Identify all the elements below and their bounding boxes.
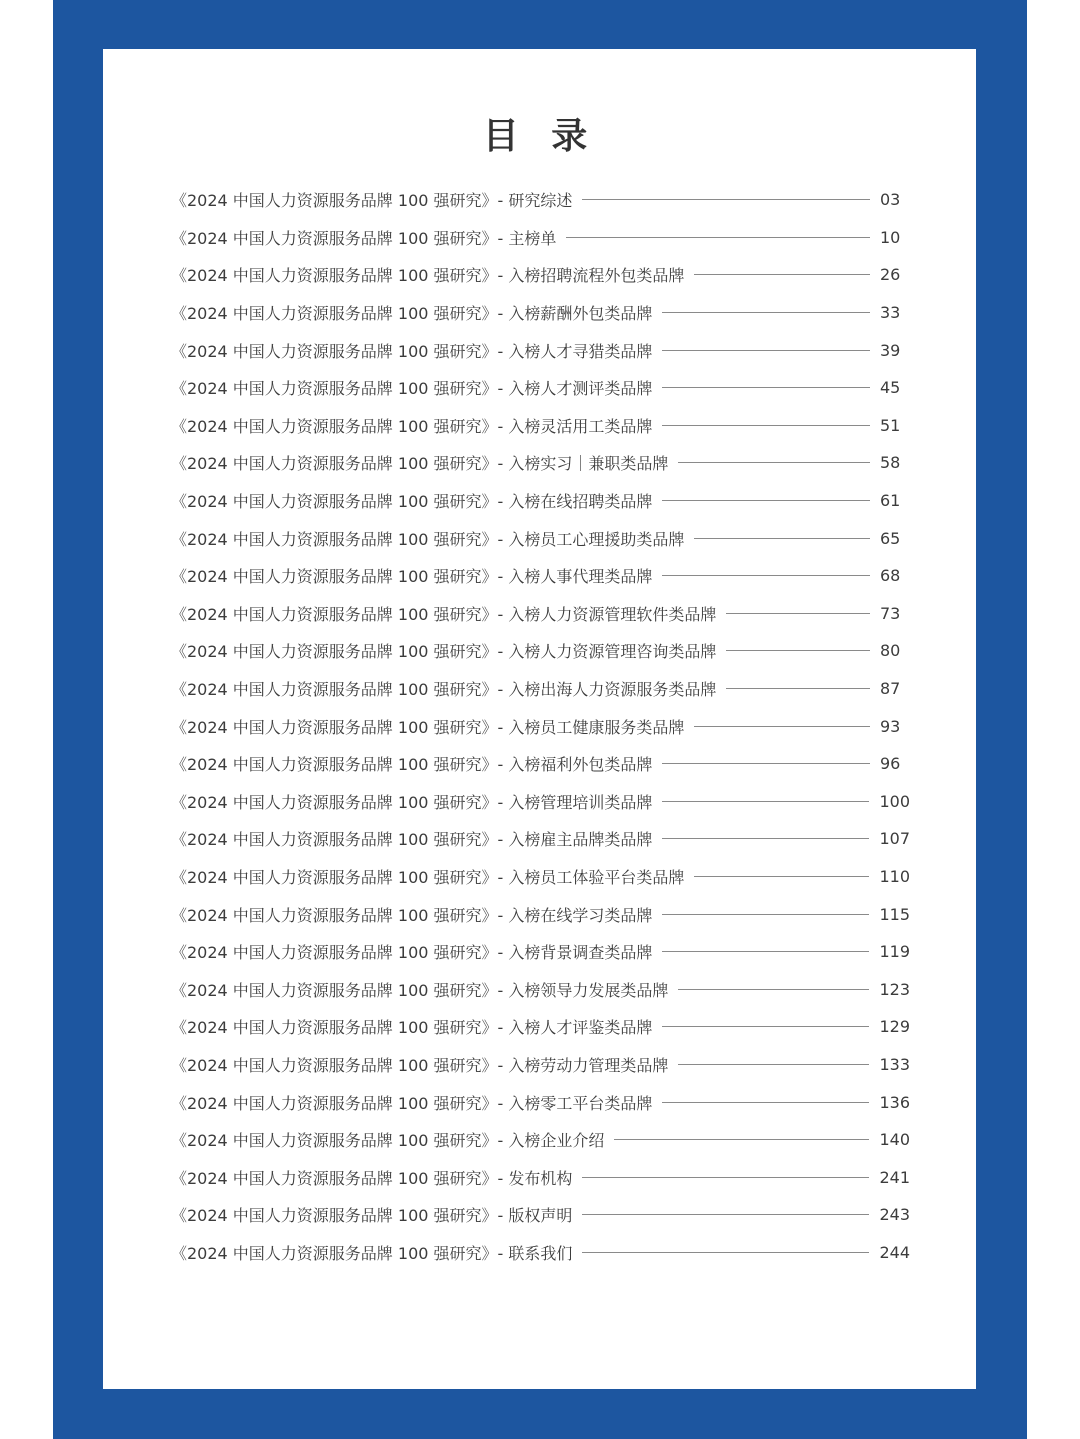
toc-leader-line: [614, 1139, 869, 1140]
toc-entry-label: 《2024 中国人力资源服务品牌 100 强研究》- 入榜人才测评类品牌: [171, 379, 653, 399]
toc-entry-page-number: 107: [879, 829, 910, 849]
toc-entry-label: 《2024 中国人力资源服务品牌 100 强研究》- 入榜人力资源管理咨询类品牌: [171, 642, 717, 662]
toc-entry-label: 《2024 中国人力资源服务品牌 100 强研究》- 入榜招聘流程外包类品牌: [171, 266, 685, 286]
toc-entry-page-number: 65: [880, 528, 901, 548]
toc-entry-page-number: 03: [880, 190, 901, 210]
toc-entry[interactable]: [171, 745, 910, 783]
toc-entry[interactable]: [171, 256, 910, 294]
toc-leader-line: [662, 312, 870, 313]
toc-leader-line: [662, 387, 870, 388]
toc-entry-page-number: 133: [879, 1054, 910, 1074]
toc-entry[interactable]: [171, 407, 910, 445]
toc-entry-label: 《2024 中国人力资源服务品牌 100 强研究》- 入榜实习｜兼职类品牌: [171, 454, 669, 474]
toc-leader-line: [662, 763, 870, 764]
table-of-contents: [171, 181, 910, 1271]
toc-entry-page-number: 96: [880, 754, 901, 774]
toc-entry-label: 《2024 中国人力资源服务品牌 100 强研究》- 入榜人力资源管理软件类品牌: [171, 604, 717, 624]
page-title: 目 录: [482, 116, 598, 157]
toc-entry-page-number: 140: [879, 1130, 910, 1150]
toc-entry[interactable]: [171, 519, 910, 557]
toc-leader-line: [678, 1064, 869, 1065]
toc-entry-page-number: 243: [879, 1205, 910, 1225]
toc-entry-page-number: 87: [880, 679, 901, 699]
toc-leader-line: [662, 951, 869, 952]
toc-entry-page-number: 45: [880, 378, 901, 398]
toc-entry-page-number: 241: [879, 1167, 910, 1187]
toc-leader-line: [582, 1252, 869, 1253]
toc-entry-page-number: 110: [879, 866, 910, 886]
toc-entry-page-number: 26: [880, 265, 901, 285]
toc-entry-page-number: 73: [880, 603, 901, 623]
toc-entry-page-number: 136: [879, 1092, 910, 1112]
toc-entry[interactable]: [171, 1196, 910, 1234]
toc-entry-label: 《2024 中国人力资源服务品牌 100 强研究》- 入榜人才评鉴类品牌: [171, 1018, 653, 1038]
toc-entry-page-number: 115: [879, 904, 910, 924]
toc-leader-line: [662, 575, 870, 576]
toc-entry[interactable]: [171, 670, 910, 708]
toc-entry[interactable]: [171, 1083, 910, 1121]
toc-entry-label: 《2024 中国人力资源服务品牌 100 强研究》- 研究综述: [171, 191, 573, 211]
toc-entry-label: 《2024 中国人力资源服务品牌 100 强研究》- 入榜薪酬外包类品牌: [171, 304, 653, 324]
toc-leader-line: [662, 914, 869, 915]
toc-leader-line: [694, 726, 870, 727]
toc-entry-page-number: 58: [880, 453, 901, 473]
toc-entry[interactable]: [171, 444, 910, 482]
toc-entry-label: 《2024 中国人力资源服务品牌 100 强研究》- 版权声明: [171, 1206, 573, 1226]
toc-leader-line: [662, 500, 870, 501]
toc-entry-page-number: 61: [880, 491, 901, 511]
toc-entry-label: 《2024 中国人力资源服务品牌 100 强研究》- 主榜单: [171, 228, 557, 248]
toc-leader-line: [662, 425, 870, 426]
toc-leader-line: [694, 538, 870, 539]
toc-entry[interactable]: [171, 970, 910, 1008]
toc-leader-line: [694, 876, 869, 877]
toc-entry[interactable]: [171, 1046, 910, 1084]
toc-entry-label: 《2024 中国人力资源服务品牌 100 强研究》- 入榜员工心理援助类品牌: [171, 529, 685, 549]
toc-entry-label: 《2024 中国人力资源服务品牌 100 强研究》- 入榜管理培训类品牌: [171, 792, 653, 812]
toc-entry[interactable]: [171, 1008, 910, 1046]
toc-leader-line: [662, 801, 869, 802]
toc-entry-label: 《2024 中国人力资源服务品牌 100 强研究》- 入榜员工健康服务类品牌: [171, 717, 685, 737]
toc-entry-label: 《2024 中国人力资源服务品牌 100 强研究》- 入榜人事代理类品牌: [171, 567, 653, 587]
toc-entry-label: 《2024 中国人力资源服务品牌 100 强研究》- 入榜出海人力资源服务类品牌: [171, 680, 717, 700]
toc-leader-line: [582, 1214, 869, 1215]
toc-entry-label: 《2024 中国人力资源服务品牌 100 强研究》- 入榜劳动力管理类品牌: [171, 1055, 669, 1075]
toc-entry[interactable]: [171, 1121, 910, 1159]
toc-entry[interactable]: [171, 707, 910, 745]
toc-leader-line: [726, 650, 870, 651]
toc-entry[interactable]: [171, 858, 910, 896]
toc-entry-label: 《2024 中国人力资源服务品牌 100 强研究》- 入榜在线学习类品牌: [171, 905, 653, 925]
toc-entry[interactable]: [171, 783, 910, 821]
toc-entry-page-number: 123: [879, 979, 910, 999]
toc-entry-page-number: 80: [880, 641, 901, 661]
toc-entry[interactable]: [171, 557, 910, 595]
toc-leader-line: [662, 350, 870, 351]
toc-entry[interactable]: [171, 181, 910, 219]
toc-leader-line: [662, 838, 869, 839]
toc-entry-label: 《2024 中国人力资源服务品牌 100 强研究》- 入榜灵活用工类品牌: [171, 416, 653, 436]
toc-entry-page-number: 51: [880, 415, 901, 435]
toc-entry-label: 《2024 中国人力资源服务品牌 100 强研究》- 入榜在线招聘类品牌: [171, 492, 653, 512]
toc-entry-label: 《2024 中国人力资源服务品牌 100 强研究》- 发布机构: [171, 1168, 573, 1188]
toc-leader-line: [726, 688, 870, 689]
toc-entry-page-number: 39: [880, 340, 901, 360]
toc-entry[interactable]: [171, 482, 910, 520]
toc-leader-line: [662, 1102, 869, 1103]
toc-leader-line: [582, 1177, 869, 1178]
toc-entry-label: 《2024 中国人力资源服务品牌 100 强研究》- 入榜雇主品牌类品牌: [171, 830, 653, 850]
toc-entry-page-number: 10: [880, 227, 901, 247]
toc-entry-label: 《2024 中国人力资源服务品牌 100 强研究》- 入榜零工平台类品牌: [171, 1093, 653, 1113]
toc-entry[interactable]: [171, 369, 910, 407]
toc-entry[interactable]: [171, 895, 910, 933]
toc-entry-label: 《2024 中国人力资源服务品牌 100 强研究》- 入榜福利外包类品牌: [171, 755, 653, 775]
toc-entry[interactable]: [171, 331, 910, 369]
toc-leader-line: [678, 462, 870, 463]
toc-entry-label: 《2024 中国人力资源服务品牌 100 强研究》- 入榜领导力发展类品牌: [171, 980, 669, 1000]
toc-entry[interactable]: [171, 294, 910, 332]
toc-entry-page-number: 100: [879, 791, 910, 811]
toc-entry-page-number: 244: [879, 1242, 910, 1262]
toc-leader-line: [726, 613, 870, 614]
toc-entry-label: 《2024 中国人力资源服务品牌 100 强研究》- 入榜企业介绍: [171, 1131, 605, 1151]
toc-leader-line: [694, 274, 870, 275]
toc-entry-label: 《2024 中国人力资源服务品牌 100 强研究》- 入榜人才寻猎类品牌: [171, 341, 653, 361]
toc-entry-page-number: 119: [879, 942, 910, 962]
toc-entry[interactable]: [171, 632, 910, 670]
toc-leader-line: [678, 989, 869, 990]
toc-entry[interactable]: [171, 933, 910, 971]
toc-leader-line: [662, 1026, 869, 1027]
toc-entry-page-number: 93: [880, 716, 901, 736]
toc-entry-label: 《2024 中国人力资源服务品牌 100 强研究》- 入榜背景调查类品牌: [171, 943, 653, 963]
toc-entry[interactable]: [171, 1234, 910, 1272]
toc-entry[interactable]: [171, 1158, 910, 1196]
toc-entry[interactable]: [171, 595, 910, 633]
toc-entry-page-number: 33: [880, 303, 901, 323]
toc-entry-page-number: 129: [879, 1017, 910, 1037]
toc-entry[interactable]: [171, 820, 910, 858]
toc-leader-line: [566, 237, 870, 238]
toc-entry-label: 《2024 中国人力资源服务品牌 100 强研究》- 联系我们: [171, 1243, 573, 1263]
toc-entry-page-number: 68: [880, 566, 901, 586]
toc-entry[interactable]: [171, 219, 910, 257]
toc-entry-label: 《2024 中国人力资源服务品牌 100 强研究》- 入榜员工体验平台类品牌: [171, 867, 685, 887]
toc-leader-line: [582, 199, 870, 200]
